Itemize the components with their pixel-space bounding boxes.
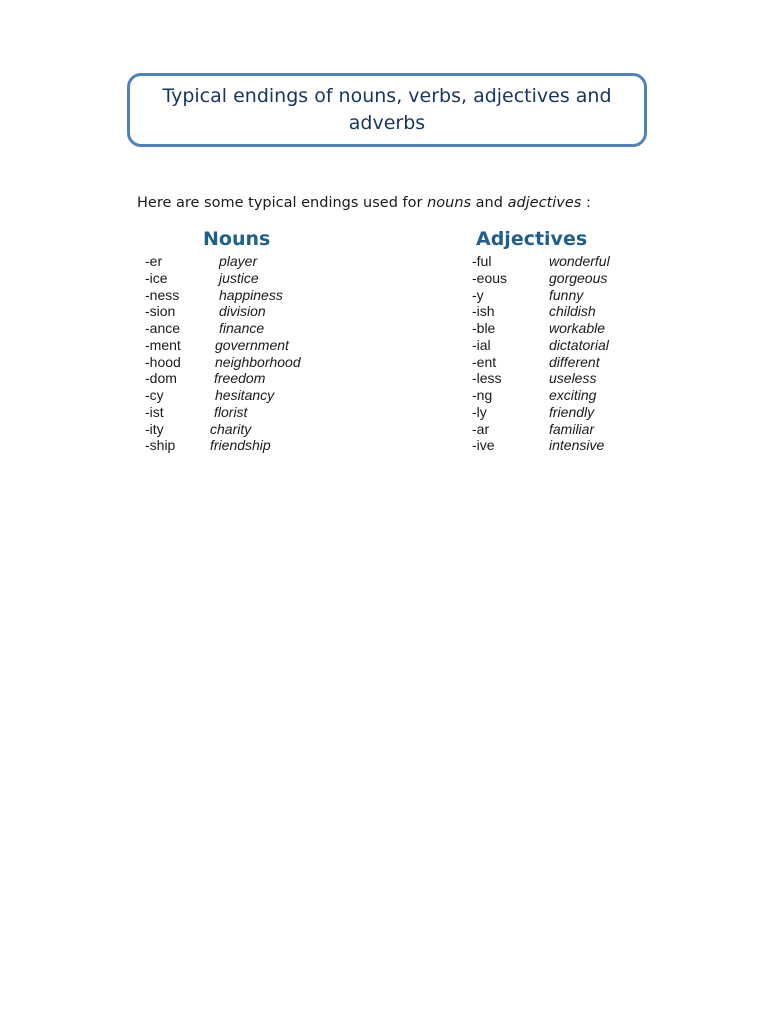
noun-example: friendship	[210, 437, 271, 454]
adjective-example: wonderful	[549, 253, 610, 269]
noun-example: neighborhood	[215, 353, 301, 370]
list-item	[472, 387, 652, 404]
adjectives-list	[472, 253, 652, 454]
adjective-ending: -ly	[472, 403, 487, 420]
noun-example: player	[219, 253, 258, 269]
title-box	[127, 73, 647, 147]
adjective-example: useless	[549, 370, 597, 387]
noun-example: finance	[219, 320, 265, 336]
list-item	[472, 437, 652, 454]
adjective-ending: -ar	[472, 420, 490, 437]
intro-prefix: Here are some typical endings used for	[137, 194, 428, 211]
noun-ending: -ship	[145, 437, 176, 454]
adjective-ending: -ful	[472, 253, 492, 269]
noun-ending: -dom	[145, 370, 177, 387]
list-item	[145, 270, 345, 287]
adjective-example: friendly	[549, 403, 595, 420]
noun-ending: -ist	[145, 403, 164, 420]
list-item	[472, 320, 652, 337]
adjective-ending: -ent	[472, 353, 497, 370]
list-item	[472, 303, 652, 320]
adjectives-heading: Adjectives	[476, 228, 588, 250]
list-item	[145, 253, 345, 270]
list-item	[145, 320, 345, 337]
nouns-heading: Nouns	[203, 228, 271, 250]
intro-adjectives-word: adjectives	[507, 194, 582, 211]
adjective-ending: -ish	[472, 303, 495, 320]
list-item	[145, 287, 345, 304]
intro-suffix: :	[581, 194, 591, 211]
adjective-example: workable	[549, 320, 606, 336]
noun-ending: -cy	[145, 387, 164, 403]
adjective-ending: -ive	[472, 437, 495, 454]
noun-example: division	[219, 303, 266, 320]
noun-ending: -ness	[145, 286, 180, 303]
list-item	[145, 421, 345, 438]
noun-example: hesitancy	[215, 387, 275, 403]
noun-example: charity	[210, 420, 252, 437]
list-item	[145, 354, 345, 371]
list-item	[472, 370, 652, 387]
list-item	[145, 437, 345, 454]
intro-nouns-word: nouns	[427, 194, 472, 211]
adjective-example: childish	[549, 303, 596, 320]
list-item	[472, 354, 652, 371]
list-item	[145, 370, 345, 387]
adjective-ending: -ble	[472, 320, 496, 336]
list-item	[145, 404, 345, 421]
adjective-ending: -ng	[472, 387, 493, 403]
noun-example: happiness	[219, 286, 283, 303]
adjective-example: exciting	[549, 387, 597, 403]
noun-ending: -ment	[145, 336, 181, 353]
noun-ending: -ice	[145, 269, 168, 286]
list-item	[145, 387, 345, 404]
noun-example: government	[215, 336, 289, 353]
list-item	[472, 421, 652, 438]
page-title: Typical endings of nouns, verbs, adjectives and adverbs	[162, 85, 612, 134]
intro-middle: and	[471, 194, 508, 211]
nouns-list	[145, 253, 345, 454]
adjective-example: dictatorial	[549, 336, 609, 353]
adjective-example: intensive	[549, 437, 605, 454]
adjective-example: funny	[549, 286, 584, 303]
noun-ending: -er	[145, 253, 163, 269]
list-item	[145, 337, 345, 354]
adjective-ending: -eous	[472, 269, 508, 286]
adjective-example: familiar	[549, 420, 595, 437]
list-item	[472, 404, 652, 421]
noun-example: florist	[214, 403, 248, 420]
noun-ending: -sion	[145, 303, 176, 320]
adjective-ending: -less	[472, 370, 502, 387]
noun-example: freedom	[214, 370, 266, 387]
list-item	[472, 337, 652, 354]
noun-ending: -ance	[145, 320, 181, 336]
list-item	[472, 270, 652, 287]
list-item	[472, 287, 652, 304]
adjective-ending: -ial	[472, 336, 491, 353]
intro-sentence	[137, 195, 591, 211]
list-item	[472, 253, 652, 270]
adjective-example: different	[549, 353, 600, 370]
noun-ending: -ity	[145, 420, 164, 437]
noun-example: justice	[219, 269, 259, 286]
adjective-example: gorgeous	[549, 269, 608, 286]
adjective-ending: -y	[472, 286, 484, 303]
noun-ending: -hood	[145, 353, 181, 370]
list-item	[145, 303, 345, 320]
